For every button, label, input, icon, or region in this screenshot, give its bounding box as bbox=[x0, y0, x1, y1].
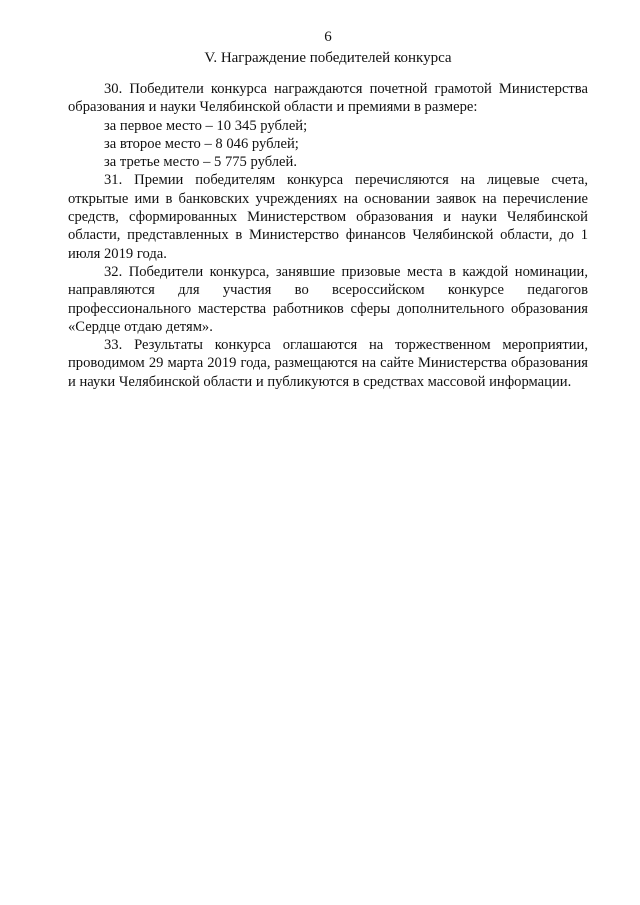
paragraph-number: 33. bbox=[104, 337, 123, 354]
paragraph-number: 31. bbox=[104, 172, 123, 189]
paragraph-33 bbox=[68, 336, 588, 391]
paragraph-30 bbox=[68, 80, 588, 117]
paragraph-number: 30. bbox=[104, 81, 123, 97]
section-title: V. Награждение победителей конкурса bbox=[204, 50, 452, 66]
paragraph-text: Результаты конкурса оглашаются на торжественном мероприятии, проводимом 29 марта 2019 года, размещаются на сайте Министерства образования и науки Челябинской области и публикуются в средствах массовой информации. bbox=[68, 337, 588, 390]
paragraph-text: Победители конкурса награждаются почетной грамотой Министерства образования и науки Челябинской области и премиями в размере: bbox=[68, 81, 588, 116]
paragraph-31 bbox=[68, 171, 588, 262]
paragraph-text: Премии победителям конкурса перечисляются на лицевые счета, открытые ими в банковских учреждениях на основании заявок на перечисление средств, сформированных Министерством образования и науки Челябинской области, представленных в Министерство финансов Челябинской области, до 1 июля 2019 года. bbox=[68, 172, 588, 262]
prize-third-place: за третье место – 5 775 рублей. bbox=[104, 154, 297, 171]
paragraph-number: 32. bbox=[104, 263, 123, 280]
paragraph-32 bbox=[68, 263, 588, 336]
prize-second-place: за второе место – 8 046 рублей; bbox=[104, 135, 299, 152]
page-number: 6 bbox=[324, 29, 332, 45]
document-page bbox=[68, 28, 588, 391]
prize-first-place: за первое место – 10 345 рублей; bbox=[104, 117, 308, 134]
paragraph-text: Победители конкурса, занявшие призовые места в каждой номинации, направляются для участия во всероссийском конкурсе педагогов профессионального мастерства работников сферы дополнительного образования «Сердце отдаю детям». bbox=[68, 263, 588, 335]
